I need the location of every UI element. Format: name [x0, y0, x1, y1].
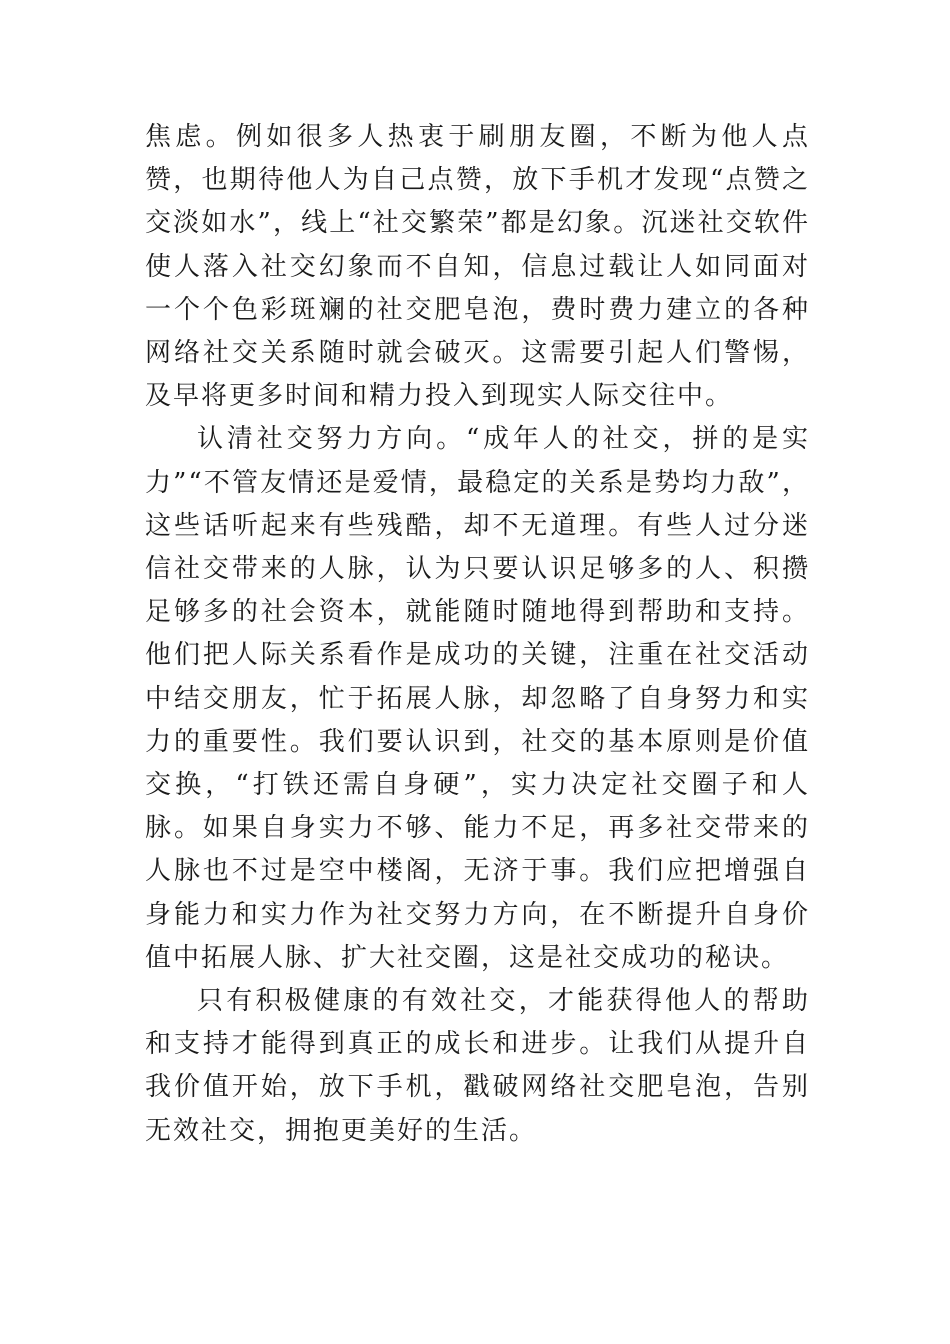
paragraph-continuation: 焦虑。例如很多人热衷于刷朋友圈，不断为他人点赞，也期待他人为自己点赞，放下手机才发现“点赞之交淡如水”，线上“社交繁荣”都是幻象。沉迷社交软件使人落入社交幻象而不自知，信息过载让人如同面对一个个色彩斑斓的社交肥皂泡，费时费力建立的各种网络社交关系随时就会破灭。这需要引起人们警惕，及早将更多时间和精力投入到现实人际交往中。 — [145, 122, 810, 412]
paragraph-conclusion: 只有积极健康的有效社交，才能获得他人的帮助和支持才能得到真正的成长和进步。让我们从提升自我价值开始，放下手机，戳破网络社交肥皂泡，告别无效社交，拥抱更美好的生活。 — [145, 986, 810, 1146]
paragraph-social-effort-direction: 认清社交努力方向。“成年人的社交，拼的是实力”“不管友情还是爱情，最稳定的关系是势均力敌”，这些话听起来有些残酷，却不无道理。有些人过分迷信社交带来的人脉，认为只要认识足够多的人、积攒足够多的社会资本，就能随时随地得到帮助和支持。他们把人际关系看作是成功的关键，注重在社交活动中结交朋友，忙于拓展人脉，却忽略了自身努力和实力的重要性。我们要认识到，社交的基本原则是价值交换，“打铁还需自身硬”，实力决定社交圈子和人脉。如果自身实力不够、能力不足，再多社交带来的人脉也不过是空中楼阁，无济于事。我们应把增强自身能力和实力作为社交努力方向，在不断提升自身价值中拓展人脉、扩大社交圈，这是社交成功的秘诀。 — [145, 424, 810, 973]
document-body — [145, 116, 810, 1153]
